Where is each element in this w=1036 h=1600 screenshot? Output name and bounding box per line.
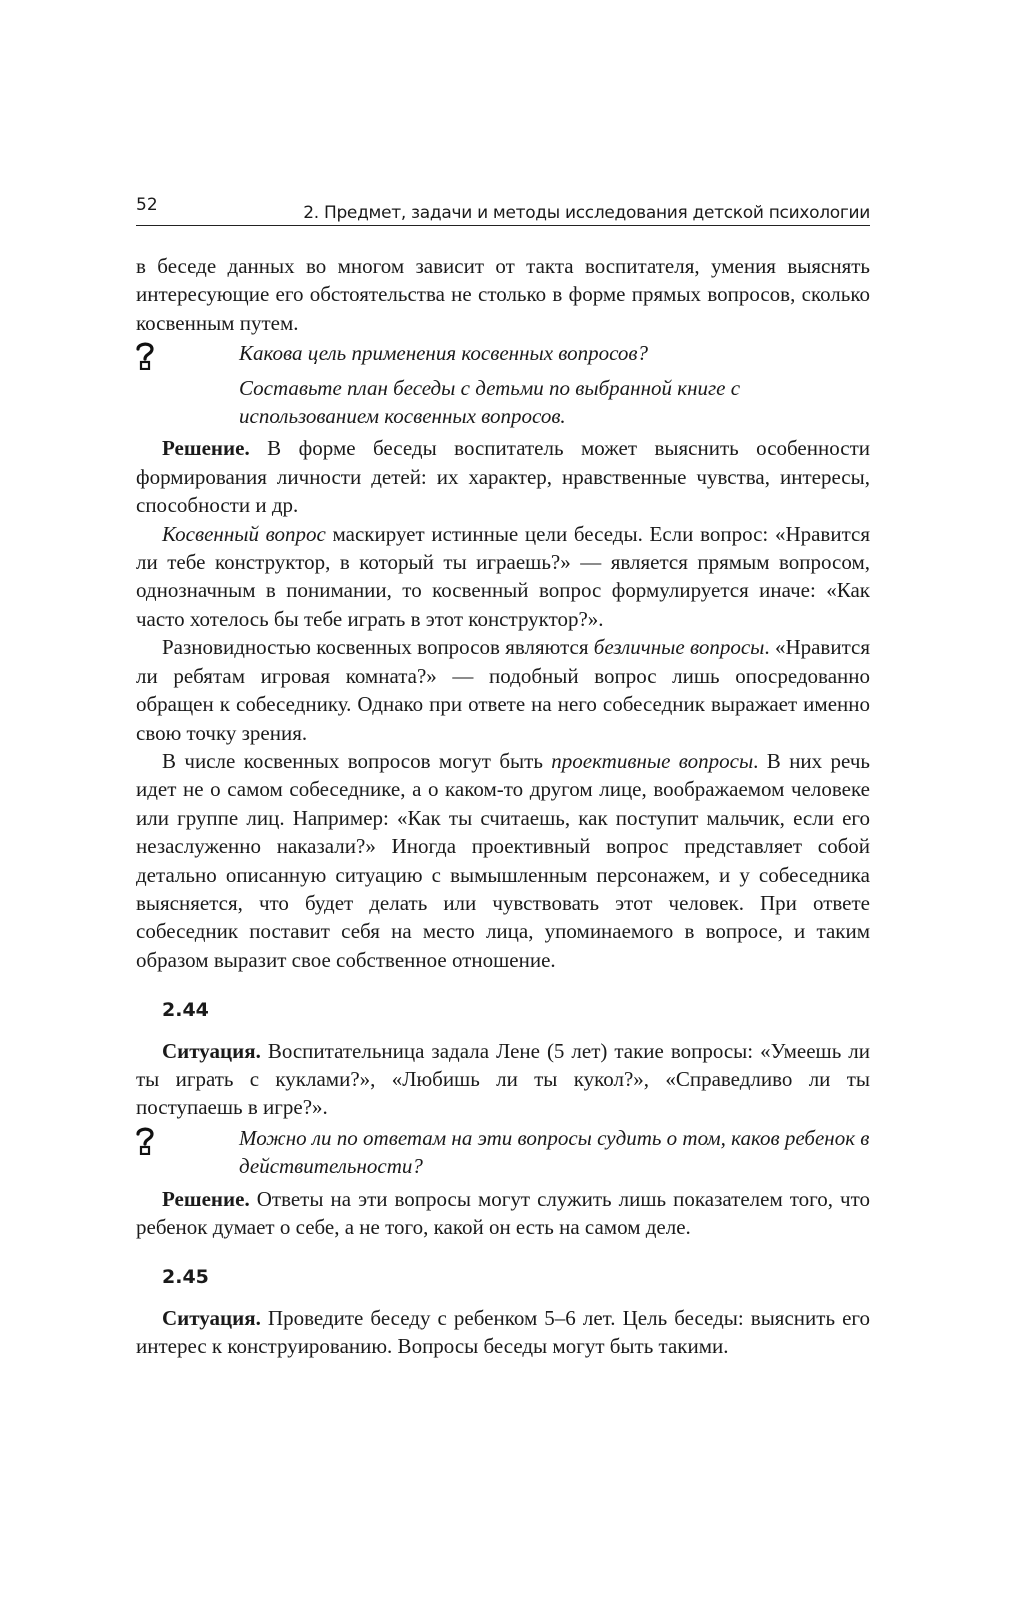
running-header: [136, 193, 870, 226]
solution-label: Решение.: [162, 436, 250, 461]
question-text: Составьте план беседы с детьми по выбранной книге с использованием косвенных вопросов.: [239, 375, 741, 429]
page-number: 52: [136, 195, 158, 215]
task-number: 2.44: [162, 999, 209, 1022]
solution-text: Ответы на эти вопросы могут служить лишь показателем того, что ребенок думает о себе, а не того, какой он есть на самом деле.: [136, 1186, 870, 1239]
indirect-question-paragraph: [136, 520, 870, 634]
solution-text: В форме беседы воспитатель может выяснить особенности формирования личности детей: их характер, нравственные чувства, интересы, способности и др.: [136, 436, 870, 518]
situation-text: Воспитательница задала Лене (5 лет) такие вопросы: «Умеешь ли ты играть с куклами?», «Любишь ли ты кукол?», «Справедливо ли ты поступаешь в игре?».: [136, 1038, 870, 1120]
paragraph-text: . В них речь идет не о самом собеседнике, а о каком-то другом лице, воображаемом человеке или группе лиц. Например: «Как ты считаешь, как поступит мальчик, если его незаслуженно наказали?» Иногда проективный вопрос представляет собой детально описанную ситуацию с вымышленным персонажем, и у собеседника выясняется, что будет делать или чувствовать этот человек. При ответе собеседник поставит себя на место лица, упоминаемого в вопросе, и таким образом выразит свое собственное отношение.: [136, 748, 870, 972]
situation-paragraph: [136, 1304, 870, 1361]
term: проективные вопросы: [551, 748, 754, 773]
solution-paragraph: [136, 434, 870, 519]
question-text: Какова цель применения косвенных вопросов?: [239, 341, 649, 366]
paragraph-text: маскирует истинные цели беседы. Если вопрос: «Нравится ли тебе конструктор, в который ты играешь?» — является прямым вопросом, однозначным в понимании, то косвенный вопрос формулируется иначе: «Как часто хотелось бы тебе играть в этот конструктор?».: [136, 521, 870, 631]
question-mark-icon: [134, 1125, 156, 1155]
situation-text: Проведите беседу с ребенком 5–6 лет. Цель беседы: выяснить его интерес к конструированию. Вопросы беседы могут быть такими.: [136, 1305, 870, 1359]
impersonal-question-paragraph: [136, 633, 870, 747]
running-title: 2. Предмет, задачи и методы исследования детской психологии: [303, 203, 870, 223]
term: безличные вопросы: [593, 635, 765, 660]
situation-label: Ситуация.: [162, 1305, 261, 1330]
question-block: [136, 339, 870, 430]
question-mark-icon: [134, 340, 156, 370]
question-block: [136, 1124, 870, 1181]
situation-paragraph: [136, 1037, 870, 1122]
paragraph-text: . «Нравится ли ребятам игровая комната?» — подобный вопрос лишь опосредованно обращен к собеседнику. Однако при ответе на него собеседник выражает именно свою точку зрения.: [136, 635, 870, 745]
page-body: [136, 252, 870, 1361]
intro-paragraph: в беседе данных во многом зависит от такта воспитателя, умения выяснять интересующие его обстоятельства не столько в форме прямых вопросов, сколько косвенным путем.: [136, 254, 870, 335]
projective-question-paragraph: [136, 747, 870, 974]
paragraph-text: В числе косвенных вопросов могут быть: [162, 748, 552, 773]
situation-label: Ситуация.: [162, 1038, 261, 1063]
paragraph-text: Разновидностью косвенных вопросов являются: [162, 635, 594, 660]
question-text: Можно ли по ответам на эти вопросы судить о том, каков ребенок в действительности?: [239, 1125, 870, 1179]
task-number: 2.45: [162, 1266, 209, 1289]
term: Косвенный вопрос: [162, 521, 326, 546]
solution-paragraph: [136, 1185, 870, 1242]
solution-label: Решение.: [162, 1186, 250, 1211]
